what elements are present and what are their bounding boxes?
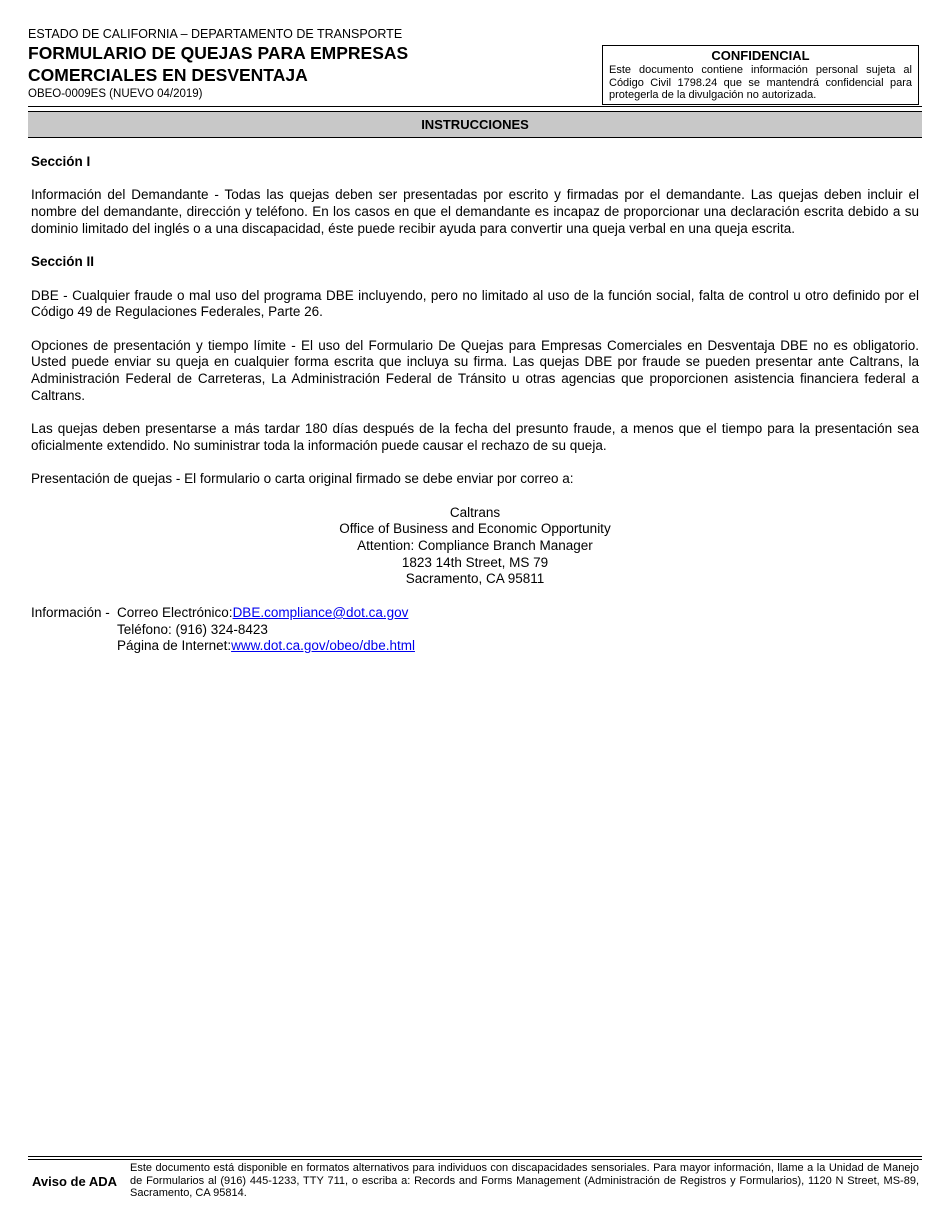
form-title-line1: FORMULARIO DE QUEJAS PARA EMPRESAS	[28, 43, 409, 63]
address-line5: Sacramento, CA 95811	[405, 571, 545, 587]
confidential-text: Este documento contiene información personal sujeta al Código Civil 1798.24 que se mantendrá confidencial para protegerla de la divulgación no autorizada.	[609, 64, 912, 101]
header-divider	[28, 106, 922, 107]
instructions-heading: INSTRUCCIONES	[28, 111, 922, 138]
footer-divider-top	[28, 1156, 922, 1157]
contact-email-row	[31, 605, 919, 622]
section1-text: Información del Demandante - Todas las quejas deben ser presentadas por escrito y firmadas por el demandante. Las quejas deben incluir el nombre del demandante, dirección y teléfono. En los casos en que el demandante es incapaz de proporcionar una declaración escrita debido a su dominio limitado del inglés o a una discapacidad, éste puede recibir ayuda para convertir una queja verbal en una queja escrita.	[31, 187, 919, 236]
form-page	[28, 0, 922, 1230]
section2-deadline-text: Las quejas deben presentarse a más tardar 180 días después de la fecha del presunto fraude, a menos que el tiempo para la presentación sea oficialmente extendido. No suministrar toda la información puede causar el rechazo de su queja.	[31, 421, 919, 453]
address-line1: Caltrans	[449, 504, 501, 520]
contact-phone-row	[31, 622, 919, 639]
website-link[interactable]: www.dot.ca.gov/obeo/dbe.html	[231, 638, 415, 654]
section2-options-text: Opciones de presentación y tiempo límite - El uso del Formulario De Quejas para Empresas Comerciales en Desventaja DBE no es obligatorio. Usted puede enviar su queja en cualquier forma escrita que incluya su firma. Las quejas DBE por fraude se pueden presentar ante Caltrans, la Administración Federal de Carreteras, La Administración Federal de Tránsito u otras agencias que proporcionen asistencia financiera federal a Caltrans.	[31, 337, 919, 403]
web-label: Página de Internet:	[117, 638, 232, 654]
ada-notice-label: Aviso de ADA	[32, 1174, 117, 1189]
form-title-line2: COMERCIALES EN DESVENTAJA	[28, 65, 308, 85]
address-line4: 1823 14th Street, MS 79	[401, 554, 549, 570]
confidential-title: CONFIDENCIAL	[711, 48, 810, 63]
contact-info	[31, 605, 919, 655]
mailing-address	[31, 505, 919, 589]
confidential-box	[602, 45, 919, 105]
contact-web-row	[31, 638, 919, 655]
phone-text: Teléfono: (916) 324-8423	[117, 621, 268, 637]
section2-submission-text: Presentación de quejas - El formulario o carta original firmado se debe enviar por correo a:	[31, 471, 574, 487]
address-line2: Office of Business and Economic Opportunity	[339, 521, 611, 537]
instructions-body	[31, 154, 919, 655]
footer-divider-bottom	[28, 1159, 922, 1160]
agency-name: ESTADO DE CALIFORNIA – DEPARTAMENTO DE TRANSPORTE	[28, 27, 403, 41]
form-number: OBEO-0009ES (NUEVO 04/2019)	[28, 88, 203, 100]
form-title	[28, 42, 588, 86]
section2-heading: Sección II	[31, 254, 95, 270]
contact-lead: Información -	[31, 604, 110, 620]
email-label: Correo Electrónico:	[117, 604, 233, 620]
ada-notice-text: Este documento está disponible en formatos alternativos para individuos con discapacidades sensoriales. Para mayor información, llame a la Unidad de Manejo de Formularios al (916) 445-1233, TTY 711, o escriba a: Records and Forms Management (Administración de Registros y Formularios), 1120 N Street, MS-89, Sacramento, CA 95814.	[130, 1162, 919, 1199]
address-line3: Attention: Compliance Branch Manager	[357, 538, 593, 554]
section2-dbe-text: DBE - Cualquier fraude o mal uso del programa DBE incluyendo, pero no limitado al uso de la función social, falta de control u otro definido por el Código 49 de Regulaciones Federales, Parte 26.	[31, 287, 919, 320]
section1-heading: Sección I	[31, 154, 91, 169]
email-link[interactable]: DBE.compliance@dot.ca.gov	[232, 604, 409, 620]
